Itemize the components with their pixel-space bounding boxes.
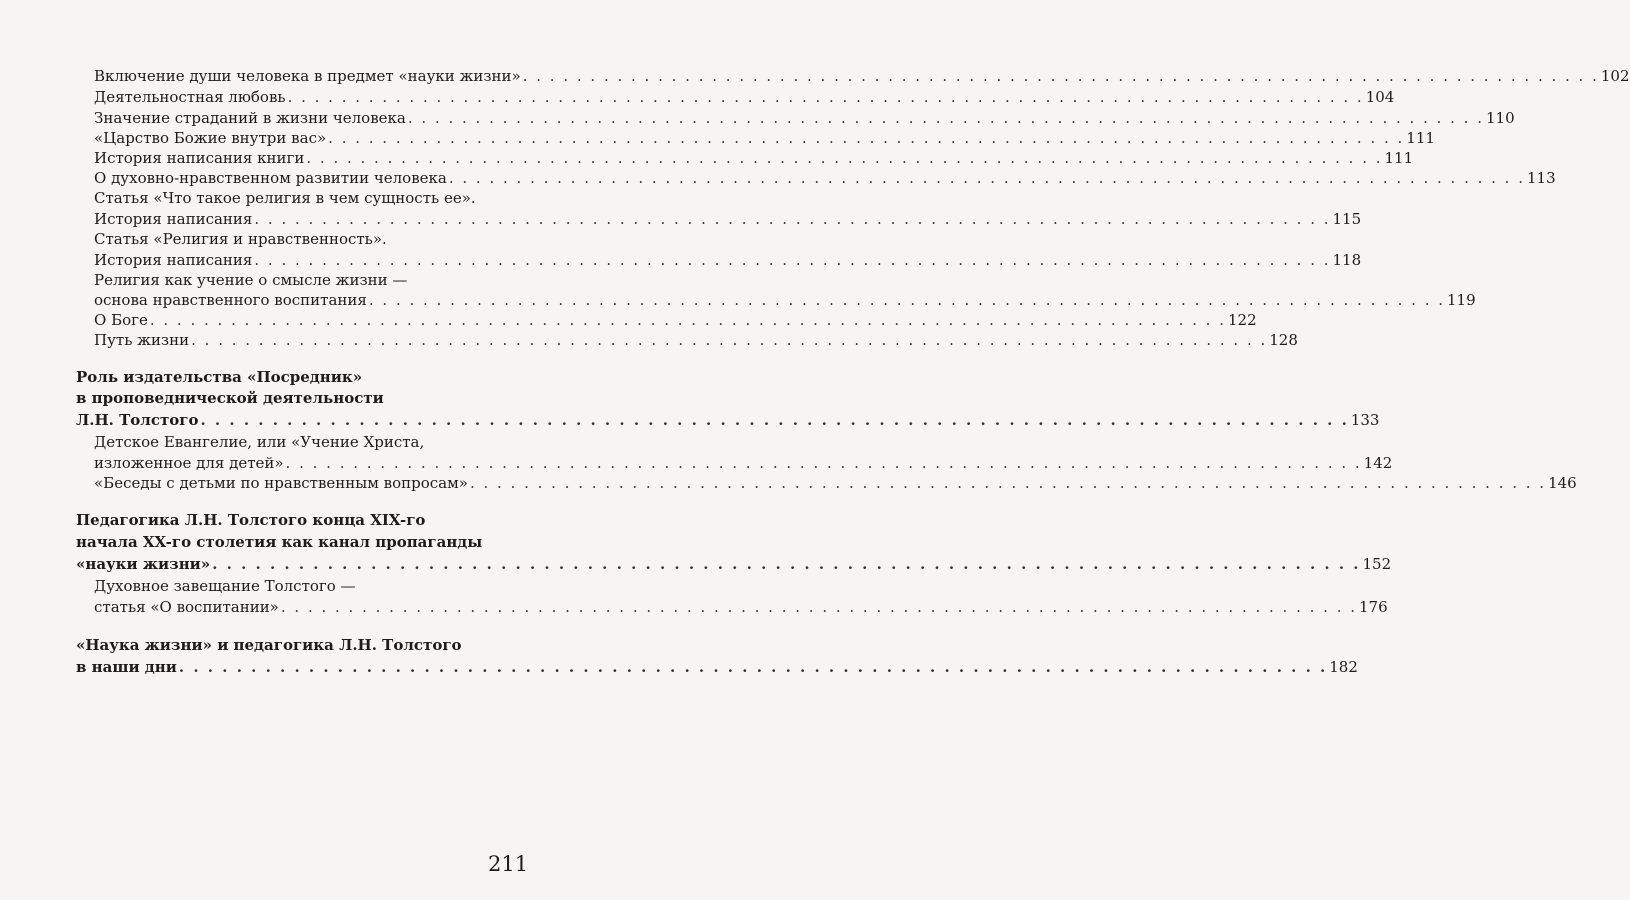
toc-entry-title: О Боге — [94, 311, 148, 329]
dot-leader — [200, 409, 1348, 431]
toc-entry-page: 102 — [1600, 67, 1630, 85]
toc-section-heading — [0, 553, 1392, 575]
dot-leader — [286, 452, 1362, 474]
page-number: 211 — [488, 852, 529, 876]
toc-entry-title: История написания — [94, 251, 253, 269]
toc-entry — [0, 147, 1414, 169]
dot-leader — [254, 208, 1330, 230]
toc-section-heading — [0, 509, 598, 531]
dot-leader — [191, 329, 1267, 351]
toc-section-title: Л.Н. Толстого — [76, 411, 199, 429]
toc-entry-page: 146 — [1548, 474, 1577, 492]
toc-entry-title: История написания книги — [94, 149, 305, 167]
toc-entry — [0, 167, 1556, 189]
toc-entry-line — [0, 269, 598, 291]
toc-section-heading — [0, 634, 598, 656]
toc-entry-page: 128 — [1269, 331, 1298, 349]
dot-leader — [281, 596, 1357, 618]
toc-entry-page: 152 — [1362, 555, 1392, 573]
toc-entry-page: 182 — [1329, 658, 1358, 676]
dot-leader — [306, 147, 1382, 169]
toc-entry-title: Путь жизни — [94, 331, 190, 349]
dot-leader — [369, 289, 1445, 311]
toc-entry — [0, 249, 1362, 271]
toc-entry-title: Духовное завещание Толстого — — [94, 577, 356, 595]
toc-entry-title: изложенное для детей» — [94, 454, 284, 472]
toc-entry-page: 115 — [1332, 210, 1362, 228]
toc-entry — [0, 65, 1630, 87]
dot-leader — [523, 65, 1599, 87]
toc-section-title: Роль издательства «Посредник» — [76, 368, 363, 386]
toc-section-title: в наши дни — [76, 658, 177, 676]
dot-leader — [288, 86, 1364, 108]
toc-section-heading — [0, 531, 598, 553]
toc-entry-title: О духовно-нравственном развитии человека — [94, 169, 447, 187]
toc-entry-title: Детское Евангелие, или «Учение Христа, — [94, 433, 425, 451]
toc-section-title: начала XX-го столетия как канал пропаганды — [76, 533, 483, 551]
dot-leader — [408, 107, 1484, 129]
toc-entry-line — [0, 228, 598, 250]
toc-entry-title: Значение страданий в жизни человека — [94, 109, 406, 127]
dot-leader — [212, 553, 1360, 575]
toc-entry-page: 176 — [1359, 598, 1388, 616]
toc-entry-title: Религия как учение о смысле жизни — — [94, 271, 408, 289]
toc-entry-line — [0, 187, 598, 209]
dot-leader — [150, 309, 1226, 331]
toc-entry-title: «Беседы с детьми по нравственным вопросам» — [94, 474, 468, 492]
toc-section-title: «науки жизни» — [76, 555, 211, 573]
dot-leader — [470, 472, 1546, 494]
toc-entry-title: История написания — [94, 210, 253, 228]
toc-entry — [0, 472, 1577, 494]
toc-entry-title: «Царство Божие внутри вас» — [94, 129, 327, 147]
toc-entry-page: 119 — [1447, 291, 1476, 309]
toc-section-title: в проповеднической деятельности — [76, 389, 384, 407]
toc-section-heading — [0, 366, 598, 388]
toc-section-heading — [0, 409, 1380, 431]
dot-leader — [254, 249, 1330, 271]
toc-entry-page: 104 — [1365, 88, 1395, 106]
toc-entry — [0, 208, 1362, 230]
toc-entry-title: Статья «Религия и нравственность». — [94, 230, 387, 248]
toc-section-heading — [0, 656, 1358, 678]
toc-entry — [0, 289, 1476, 311]
toc-section-heading — [0, 387, 598, 409]
toc-entry-page: 118 — [1332, 251, 1362, 269]
toc-entry-page: 122 — [1227, 311, 1257, 329]
toc-entry-title: основа нравственного воспитания — [94, 291, 367, 309]
toc-entry — [0, 596, 1388, 618]
dot-leader — [449, 167, 1525, 189]
toc-entry-page: 113 — [1526, 169, 1556, 187]
toc-entry-title: Включение души человека в предмет «науки жизни» — [94, 67, 521, 85]
toc-entry-line — [0, 575, 598, 597]
toc-section-title: «Наука жизни» и педагогика Л.Н. Толстого — [76, 636, 462, 654]
dot-leader — [179, 656, 1327, 678]
toc-entry — [0, 107, 1515, 129]
toc-entry-page: 110 — [1485, 109, 1515, 127]
toc-section-title: Педагогика Л.Н. Толстого конца XIX-го — [76, 511, 426, 529]
toc-entry-page: 133 — [1350, 411, 1380, 429]
toc-entry — [0, 127, 1435, 149]
toc-entry — [0, 86, 1395, 108]
toc-entry-title: Статья «Что такое религия в чем сущность ее». — [94, 189, 476, 207]
toc-entry-title: Деятельностная любовь — [94, 88, 286, 106]
toc-entry — [0, 309, 1257, 331]
toc-entry-page: 111 — [1384, 149, 1414, 167]
toc-entry-page: 142 — [1363, 454, 1393, 472]
toc-entry — [0, 329, 1298, 351]
toc-entry-title: статья «О воспитании» — [94, 598, 279, 616]
toc-entry-page: 111 — [1406, 129, 1435, 147]
toc-entry-line — [0, 431, 598, 453]
toc-entry — [0, 452, 1393, 474]
dot-leader — [328, 127, 1404, 149]
